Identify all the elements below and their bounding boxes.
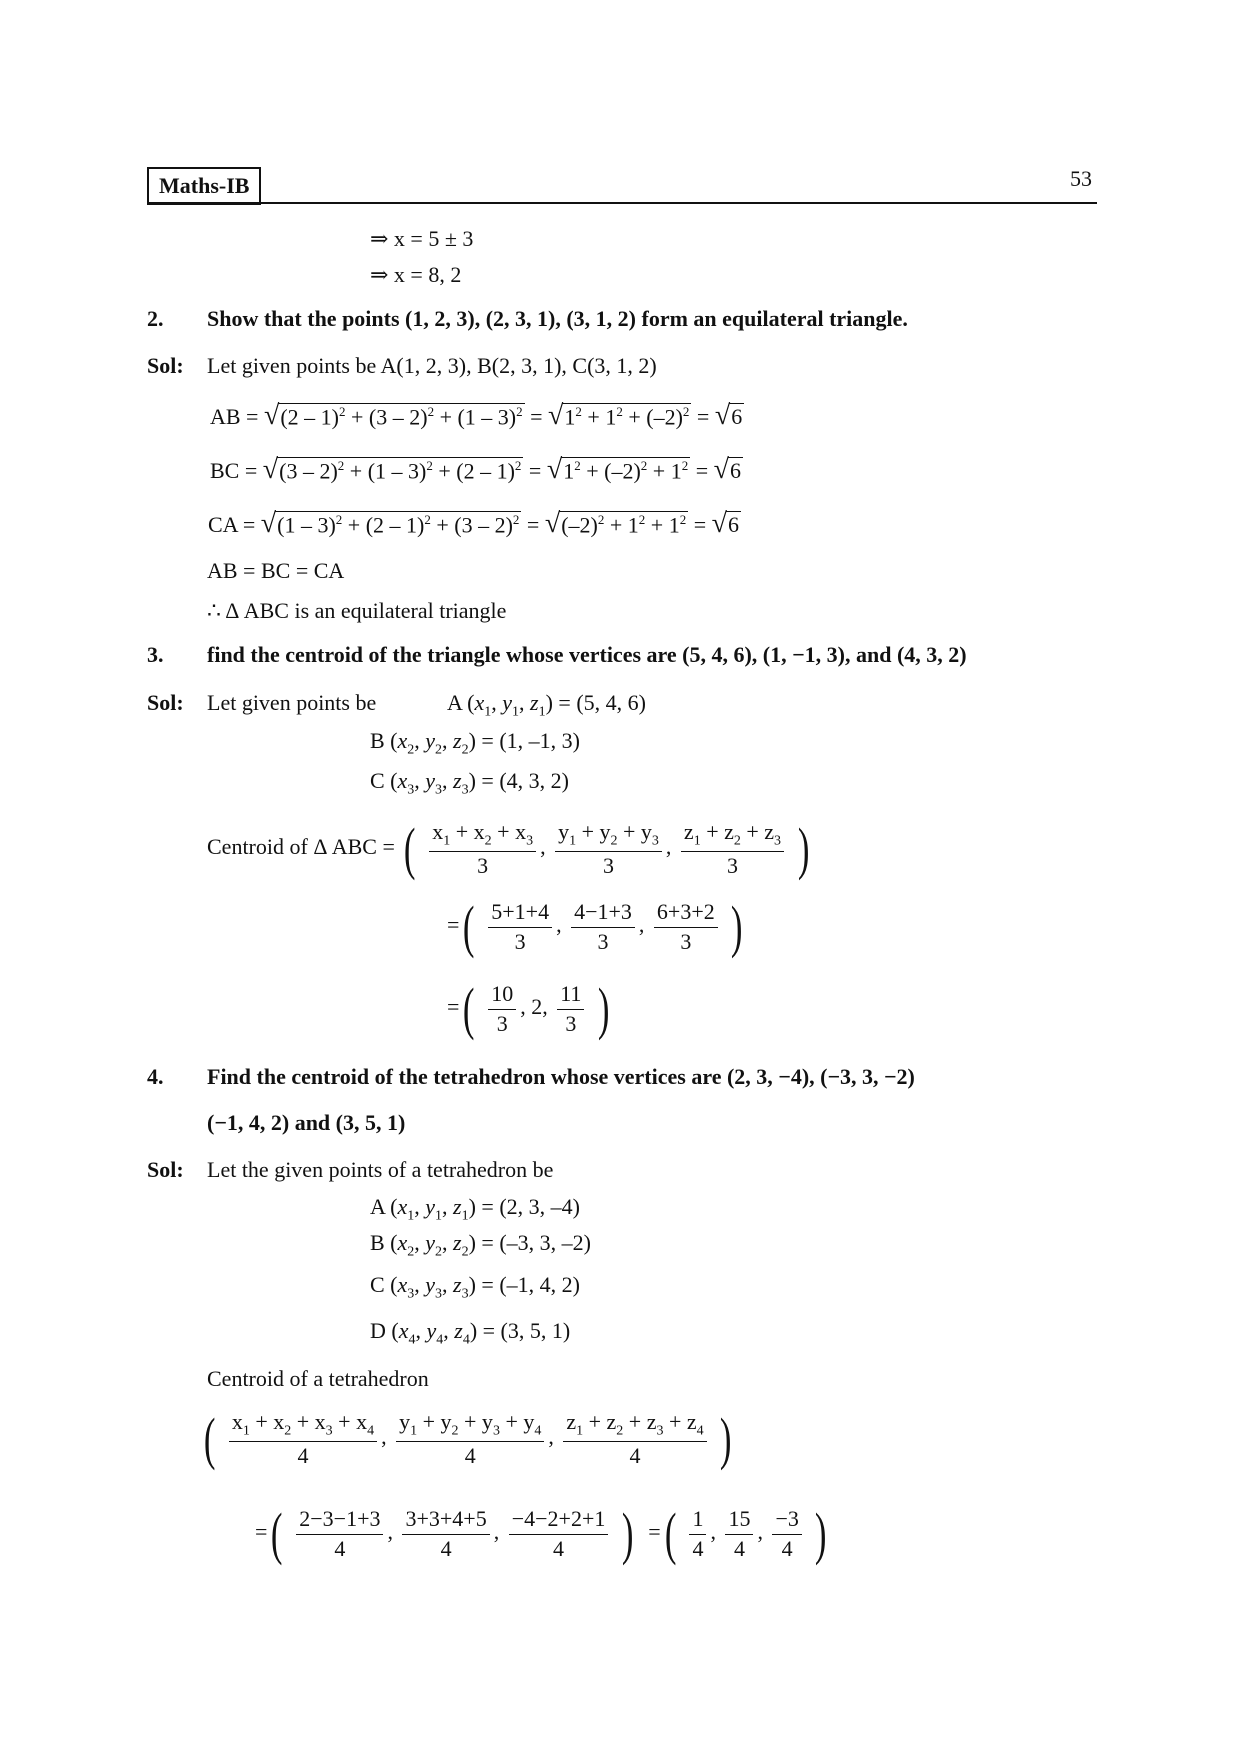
q3-sol-intro: Let given points be [207,690,377,715]
question-4-number: 4. [147,1064,164,1089]
q3-sol-label: Sol: [147,690,184,715]
bc-distance: BC = $√(3 - 2)^2 + (1 - 3)^2 + (2 - 1)^2 = √1^2 + (-2)^2 + 1^2 = √6$ [210,454,741,485]
question-4-text-1: Find the centroid of the tetrahedron whose vertices are (2, 3, −4), (−3, 3, −2) [207,1064,915,1089]
q3-point-a: A ($x_1$, $y_1$, $z_1) = (5$, 4, 6) [447,690,646,720]
q2-conclusion-2: ∴ Δ ABC is an equilateral triangle [207,598,507,623]
ab-distance: AB = $√(2 - 1)^2 + (3 - 2)^2 + (1 - 3)^2 = √1^2 + 1^2 + (-2)^2 = √6$ [210,400,743,431]
q2-sol-intro: Let given points be A(1, 2, 3), B(2, 3, 1), C(3, 1, 2) [207,353,657,378]
question-2-text: Show that the points (1, 2, 3), (2, 3, 1), (3, 1, 2) form an equilateral triangle. [207,306,908,331]
q4-sol-label: Sol: [147,1157,184,1182]
q4-centroid-label: Centroid of a tetrahedron [207,1366,429,1391]
question-2-number: 2. [147,306,164,331]
page-number: 53 [1070,166,1092,191]
q3-centroid-step-2: =( $\frac{5+1+4}{3}$ , $\frac{4-1+3}{3}$ , $\frac{6+3+2}{3}$ ) [447,894,743,959]
solution-line-2: ⇒ x = 8, 2 [370,262,462,287]
q2-sol-label: Sol: [147,353,184,378]
question-3-text: find the centroid of the triangle whose vertices are (5, 4, 6), (1, −1, 3), and (4, 3, 2) [207,642,967,667]
question-3-number: 3. [147,642,164,667]
q3-centroid-formula: Centroid of Δ ABC = ( $\frac{x_1 + x_2 + x_3}{3}$ , $\frac{y_1 + y_2 + y_3}{3}$ , $\frac{z_1 + z_2 + z_3}{3}$ ) [207,816,809,881]
q4-point-c: C ($x_3$, $y_3$, $z_3) = (-1$, 4, 2) [370,1272,580,1302]
q4-sol-intro: Let the given points of a tetrahedron be [207,1157,554,1182]
q4-centroid-result: =( $\frac{2-3-1+3}{4}$ , $\frac{3+3+4+5}{4}$ , $\frac{-4-2+2+1}{4}$ ) =( $\frac{1}{4}$ , $\frac{15}{4}$ , $\frac{-3}{4}$ ) [255,1501,827,1566]
header-rule [147,202,1097,204]
ca-distance: CA = $√(1 - 3)^2 + (2 - 1)^2 + (3 - 2)^2 = √(-2)^2 + 1^2 + 1^2 = √6$ [208,508,740,539]
subject-label: Maths-IB [147,167,261,205]
question-4-text-2: (−1, 4, 2) and (3, 5, 1) [207,1110,406,1135]
q2-conclusion-1: AB = BC = CA [207,558,345,583]
q3-centroid-result: =( $\frac{10}{3}$ , 2, $\frac{11}{3}$ ) [447,976,610,1041]
q4-point-b: B ($x_2$, $y_2$, $z_2) = (-3$, 3, –2) [370,1230,591,1260]
q4-centroid-formula: ( $\frac{x_1 + x_2 + x_3 + x_4}{4}$ , $\frac{y_1 + y_2 + y_3 + y_4}{4}$ , $\frac{z_1 + z_2 + z_3 + z_4}{4}$ ) [203,1406,732,1471]
q4-point-d: D ($x_4$, $y_4$, $z_4) = (3$, 5, 1) [370,1318,571,1348]
q3-point-c: C ($x_3$, $y_3$, $z_3) = (4$, 3, 2) [370,768,569,798]
q4-point-a: A ($x_1$, $y_1$, $z_1) = (2$, 3, –4) [370,1194,580,1224]
q3-point-b: B ($x_2$, $y_2$, $z_2) = (1$, –1, 3) [370,728,580,758]
solution-line-1: ⇒ x = 5 ± 3 [370,226,474,251]
